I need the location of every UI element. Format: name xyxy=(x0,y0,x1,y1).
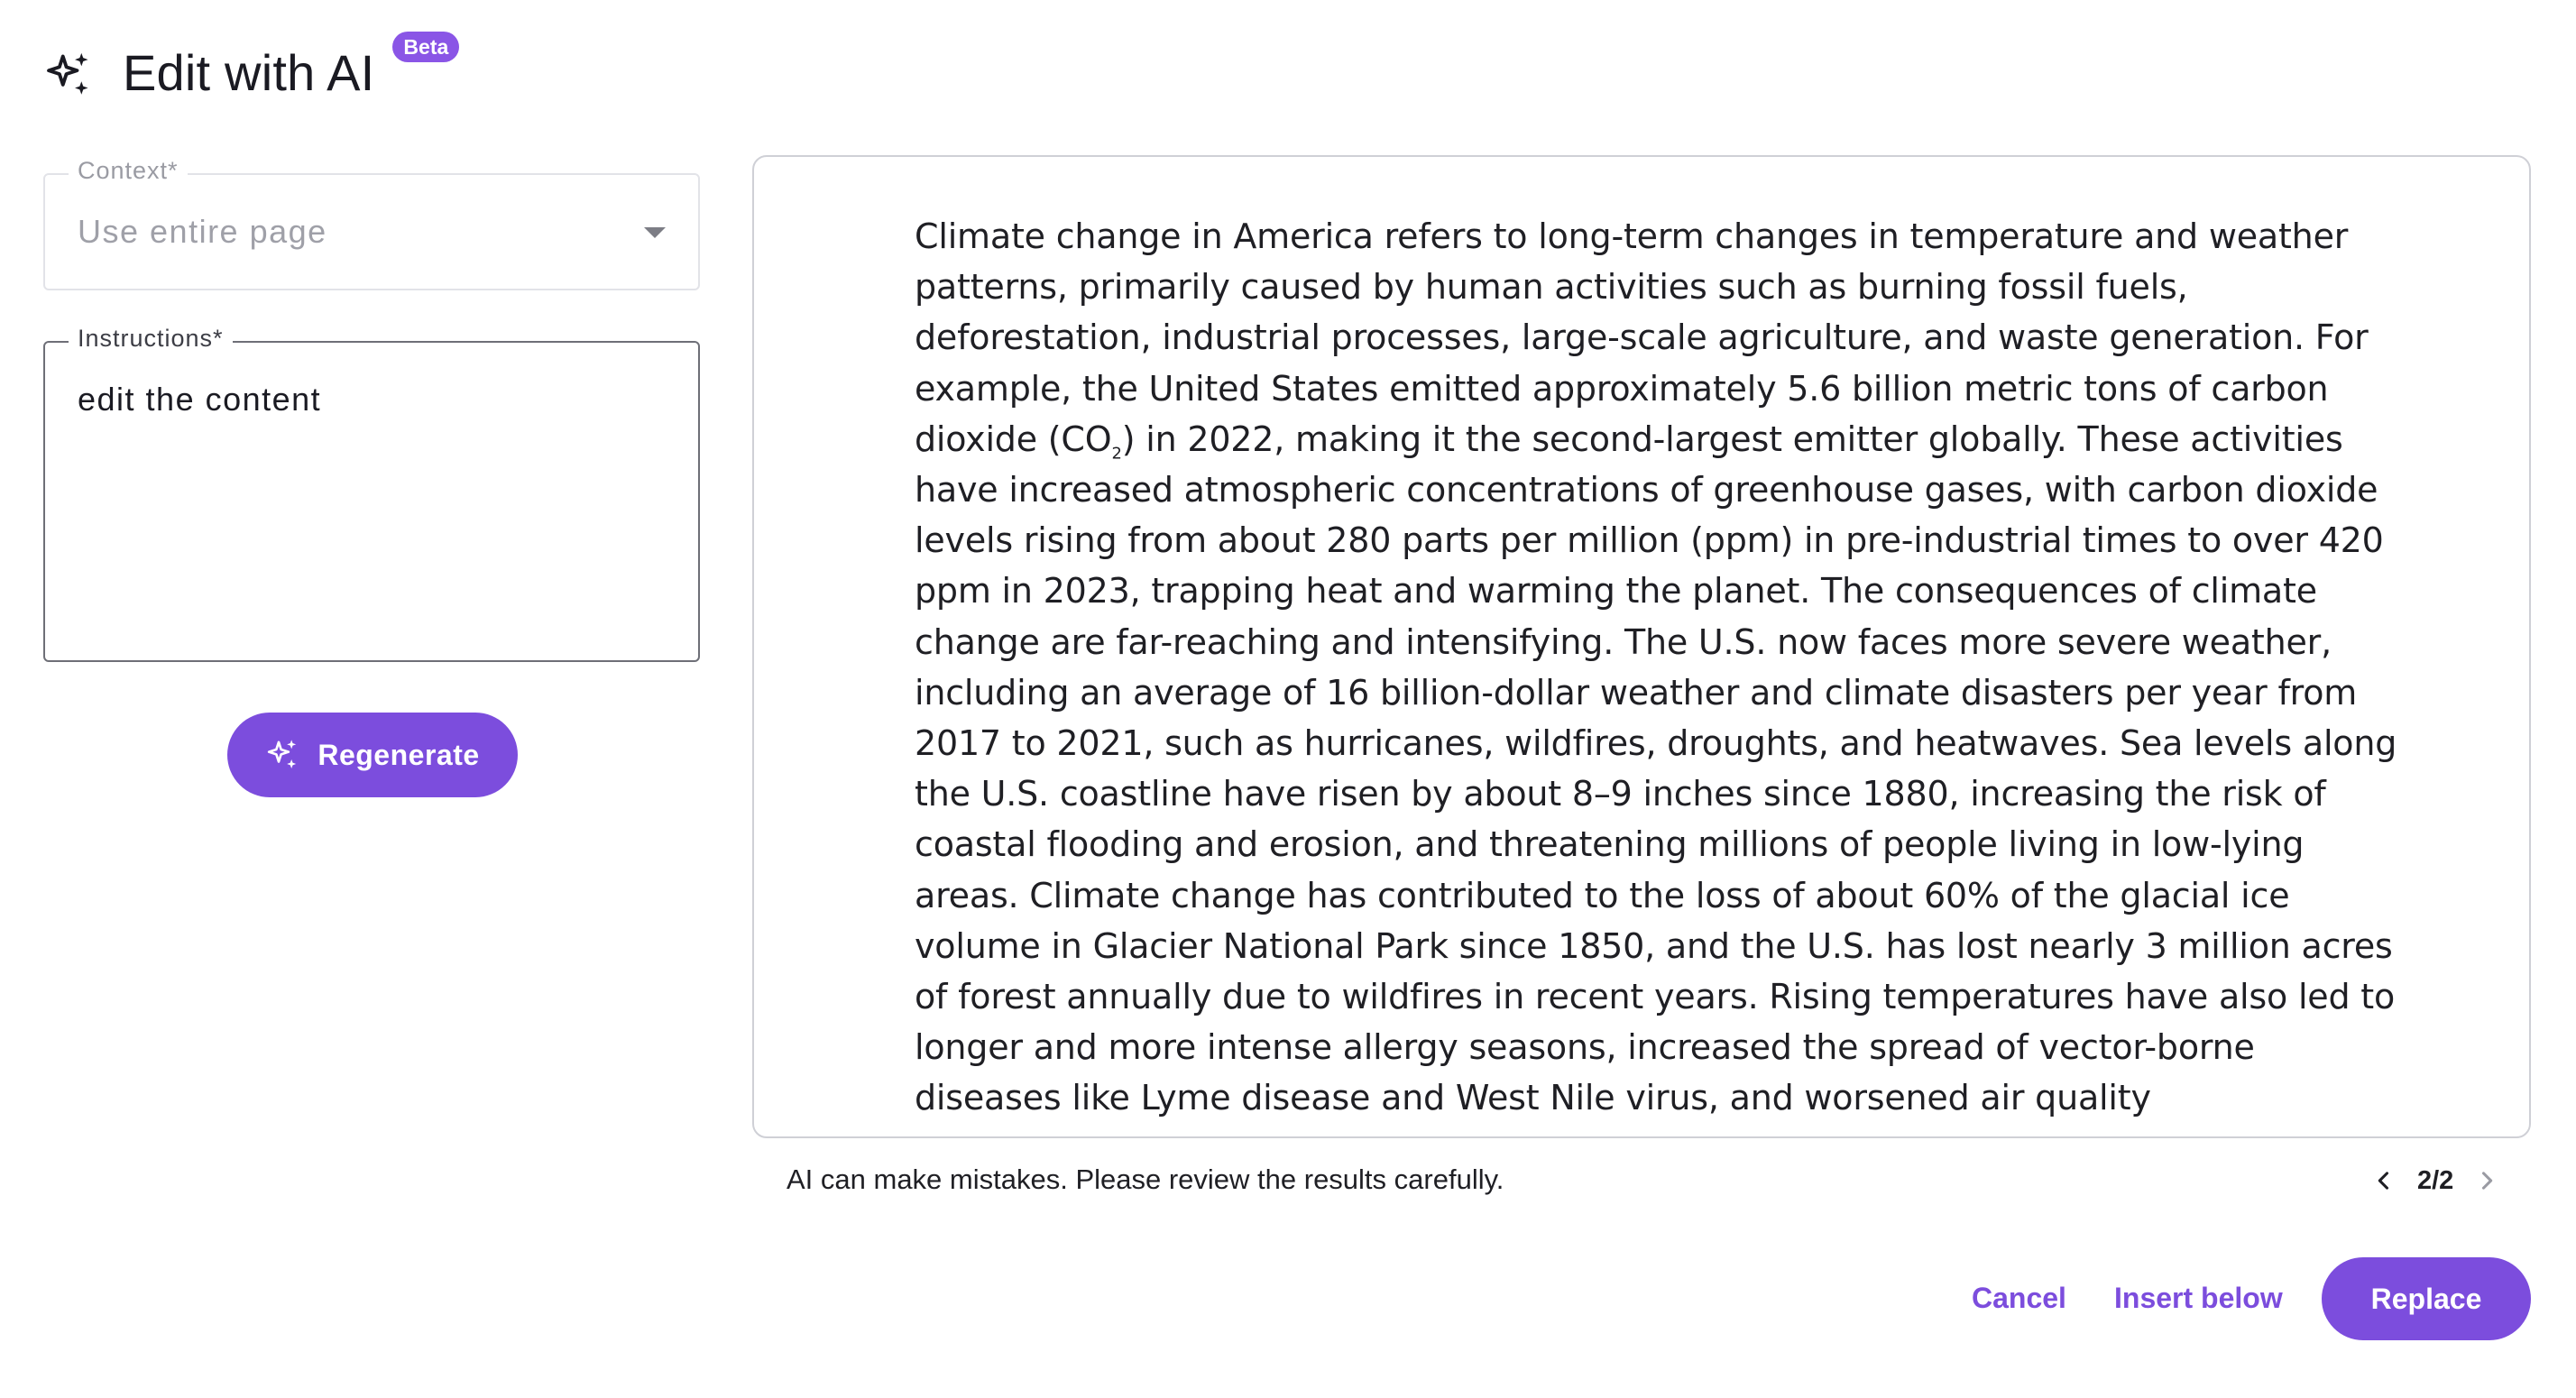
co2-subscript: 2 xyxy=(1111,444,1122,464)
generated-text xyxy=(915,211,2412,1124)
chevron-right-icon xyxy=(2474,1168,2499,1193)
dialog-title: Edit with AI xyxy=(123,43,375,101)
context-select[interactable] xyxy=(43,157,700,290)
next-result-button[interactable] xyxy=(2466,1160,2507,1201)
context-label: Context* xyxy=(69,157,188,185)
previous-result-button[interactable] xyxy=(2363,1160,2405,1201)
sparkles-icon xyxy=(43,49,96,101)
regenerate-button[interactable] xyxy=(227,713,518,797)
beta-badge: Beta xyxy=(392,32,459,62)
replace-button[interactable]: Replace xyxy=(2322,1257,2531,1340)
cancel-button[interactable]: Cancel xyxy=(1972,1281,2066,1314)
pager-count: 2/2 xyxy=(2417,1165,2454,1195)
instructions-input[interactable]: edit the content xyxy=(78,381,322,418)
chevron-left-icon xyxy=(2371,1168,2397,1193)
instructions-label: Instructions* xyxy=(69,325,233,353)
sparkles-icon xyxy=(265,737,301,773)
context-value: Use entire page xyxy=(78,213,327,250)
result-pager xyxy=(2363,1158,2507,1203)
chevron-down-icon xyxy=(644,227,666,238)
insert-below-button[interactable]: Insert below xyxy=(2114,1281,2283,1314)
dialog-header xyxy=(43,36,459,108)
regenerate-label: Regenerate xyxy=(317,738,480,771)
result-panel[interactable] xyxy=(752,155,2531,1138)
generated-text-part-2: ) in 2022, making it the second-largest emitter globally. These activities have increased atmospheric concentrations of greenhouse gases, with carbon dioxide levels rising from about 280 parts per million (ppm) in pre-industrial times to over 420 ppm in 2023, trapping heat and warming the planet. The consequences of climate change are far-reaching and intensifying. The U.S. now faces more severe weather, including an average of 16 billion-dollar weather and climate disasters per year from 2017 to 2021, such as hurricanes, wildfires, droughts, and heatwaves. Sea levels along the U.S. coastline have risen by about 8–9 inches since 1880, increasing the risk of coastal flooding and erosion, and threatening millions of people living in low-lying areas. Climate change has contributed to the loss of about 60% of the glacial ice volume in Glacier National Park since 1850, and the U.S. has lost nearly 3 million acres of forest annually due to wildfires in recent years. Rising temperatures have also led to longer and more intense allergy seasons, increased the spread of vector-borne diseases like Lyme disease and West Nile virus, and worsened air quality xyxy=(915,418,2397,1118)
instructions-field[interactable] xyxy=(43,325,700,662)
ai-disclaimer: AI can make mistakes. Please review the results carefully. xyxy=(787,1163,1504,1195)
generated-text-part-1: Climate change in America refers to long-term changes in temperature and weather patterns, primarily caused by human activities such as burning fossil fuels, deforestation, industrial processes, large-scale agriculture, and waste generation. For example, the United States emitted approximately 5.6 billion metric tons of carbon dioxide (CO xyxy=(915,216,2369,459)
